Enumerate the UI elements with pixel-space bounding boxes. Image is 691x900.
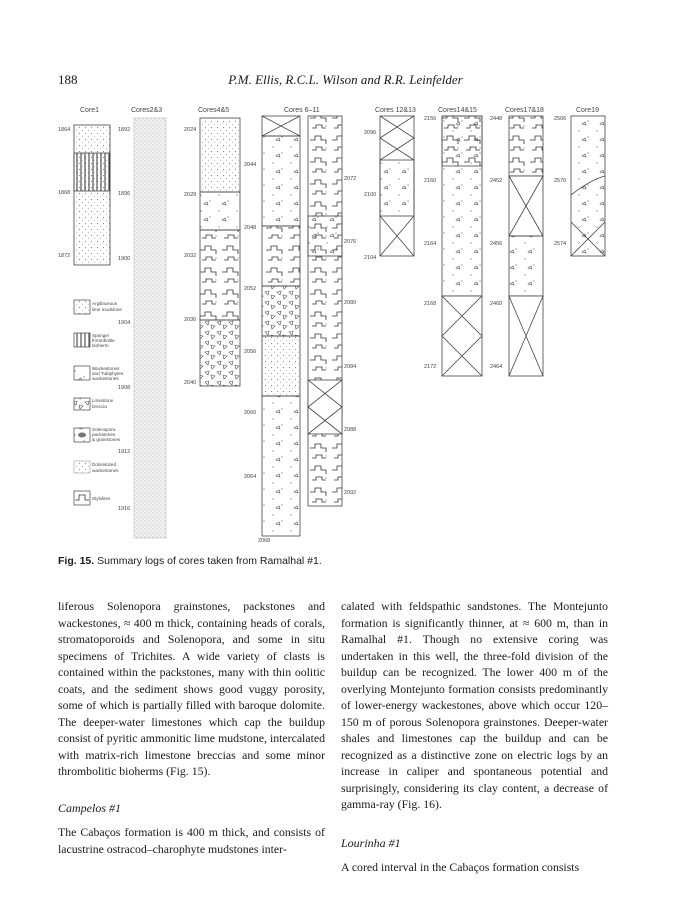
svg-text:1908: 1908 — [118, 385, 131, 391]
svg-text:1916: 1916 — [118, 506, 131, 512]
lourinha-paragraph: A cored interval in the Cabaços formation consists — [341, 860, 580, 874]
svg-text:2096: 2096 — [364, 130, 377, 136]
svg-text:2036: 2036 — [184, 317, 197, 323]
legend — [74, 300, 124, 505]
svg-text:2060: 2060 — [244, 410, 257, 416]
title-core19: Core19 — [576, 107, 599, 114]
svg-text:2076: 2076 — [344, 239, 357, 245]
legend-solenopora — [74, 427, 121, 442]
svg-text:2044: 2044 — [244, 162, 257, 168]
svg-text:bioherm: bioherm — [92, 343, 109, 348]
svg-text:2172: 2172 — [424, 364, 437, 370]
svg-text:2032: 2032 — [184, 253, 197, 259]
title-cores14-15: Cores14&15 — [438, 107, 477, 114]
svg-text:2104: 2104 — [364, 255, 377, 261]
svg-text:wackestones: wackestones — [92, 376, 119, 381]
core1-log — [58, 125, 110, 265]
svg-text:2168: 2168 — [424, 301, 437, 307]
svg-text:2092: 2092 — [344, 490, 357, 496]
svg-text:2574: 2574 — [554, 241, 567, 247]
svg-text:1892: 1892 — [118, 127, 131, 133]
svg-text:2460: 2460 — [490, 301, 503, 307]
cores6-11-log-b — [308, 116, 356, 506]
cores2-3-log — [118, 118, 166, 538]
svg-text:2068: 2068 — [258, 538, 271, 544]
legend-sponge — [74, 333, 115, 348]
svg-text:1900: 1900 — [118, 256, 131, 262]
svg-text:2566: 2566 — [554, 116, 567, 122]
svg-text:Wackestones: Wackestones — [92, 366, 120, 371]
title-cores2-3: Cores2&3 — [131, 107, 163, 114]
left-column — [58, 598, 325, 857]
svg-text:Limestone: Limestone — [92, 398, 114, 403]
legend-wackestones — [74, 366, 124, 381]
left-paragraph: liferous Solenopora grainstones, packstones and wackestones, ≈ 400 m thick, containing heads of corals, stromatoporoids and Solenopora, and some in situ specimens of Trichites. A wide variety of clasts is contained within the packstones, many with thin oolitic coats, and the sediment shows good vuggy porosity, some of which is partially filled with baroque dolomite. The deeper-water limestones which cap the buildup consist of pyritic ammonitic lime mudstone, intercalated with matrix-rich limestone breccias and some minor thrombolitic bioherms (Fig. 15). — [58, 599, 325, 778]
svg-text:2570: 2570 — [554, 178, 567, 184]
cores12-13-log — [364, 116, 414, 261]
svg-text:2084: 2084 — [344, 364, 357, 370]
heading-campelos: Campelos #1 — [58, 800, 121, 815]
svg-text:2052: 2052 — [244, 286, 257, 292]
svg-text:Sponge/: Sponge/ — [92, 333, 110, 338]
svg-text:breccia: breccia — [92, 404, 107, 409]
right-paragraph: calated with feldspathic sandstones. The Montejunto formation is significantly thinner, at ≈ 600 m, than in Ramalhal #1. Though no extensive coring was undertaken in this well, the three-fold division of the buildup can be recognized. The lower 400 m of the overlying Montejunto formation consists predominantly of lower-energy wackestones, above which occur 120–150 m of porous Solenopora grainstones. Deeper-water shales and limestones cap the buildup and can be recognized as a distinctive zone on electric logs by an increase in caliper and spontaneous potential and surprisingly, considering its clay content, a decrease of gamma-ray (Fig. 16). — [341, 599, 608, 811]
svg-text:Stylolites: Stylolites — [92, 496, 111, 501]
svg-text:2024: 2024 — [184, 127, 197, 133]
svg-text:2160: 2160 — [424, 178, 437, 184]
title-core1: Core1 — [80, 107, 100, 114]
svg-text:Solenopora: Solenopora — [92, 427, 116, 432]
svg-text:Dolomitized: Dolomitized — [92, 462, 116, 467]
svg-text:1912: 1912 — [118, 449, 131, 455]
svg-text:1872: 1872 — [58, 253, 71, 259]
svg-text:2064: 2064 — [244, 474, 257, 480]
svg-text:1864: 1864 — [58, 127, 71, 133]
svg-text:1896: 1896 — [118, 191, 131, 197]
svg-text:Argillaceous: Argillaceous — [92, 301, 118, 306]
svg-text:2452: 2452 — [490, 178, 503, 184]
svg-text:2048: 2048 — [244, 225, 257, 231]
svg-text:2464: 2464 — [490, 364, 503, 370]
svg-text:1868: 1868 — [58, 190, 71, 196]
svg-text:2156: 2156 — [424, 116, 437, 122]
svg-text:wackestones: wackestones — [92, 468, 119, 473]
cores4-5-log — [184, 118, 240, 386]
page-number: 188 — [58, 72, 78, 87]
svg-text:and Tubiphytes: and Tubiphytes — [92, 371, 124, 376]
svg-text:packstones: packstones — [92, 432, 116, 437]
svg-text:1904: 1904 — [118, 320, 131, 326]
svg-text:2028: 2028 — [184, 192, 197, 198]
svg-text:thrombolite: thrombolite — [92, 338, 115, 343]
title-cores4-5: Cores4&5 — [198, 107, 230, 114]
caption-label: Fig. 15. — [58, 555, 95, 567]
title-cores17-18: Cores17&18 — [505, 107, 544, 114]
svg-text:2080: 2080 — [344, 300, 357, 306]
legend-stylolites — [74, 491, 111, 505]
svg-text:2072: 2072 — [344, 176, 357, 182]
cores14-15-log — [424, 116, 482, 376]
legend-dolomitized — [74, 461, 119, 473]
legend-breccia — [74, 398, 114, 410]
svg-text:2088: 2088 — [344, 427, 357, 433]
svg-text:2456: 2456 — [490, 241, 503, 247]
svg-text:& grainstones: & grainstones — [92, 437, 121, 442]
running-head: P.M. Ellis, R.C.L. Wilson and R.R. Leinfelder — [228, 72, 463, 87]
heading-lourinha: Lourinha #1 — [341, 835, 401, 850]
svg-text:2040: 2040 — [184, 380, 197, 386]
svg-text:2448: 2448 — [490, 116, 503, 122]
svg-text:lime mudstone: lime mudstone — [92, 307, 122, 312]
svg-text:2164: 2164 — [424, 241, 437, 247]
campelos-paragraph: The Cabaços formation is 400 m thick, and consists of lacustrine ostracod–charophyte mudstones inter- — [58, 825, 325, 856]
right-column — [341, 598, 608, 876]
cores17-18-log — [490, 116, 543, 376]
caption-text: Summary logs of cores taken from Ramalhal #1. — [97, 555, 322, 567]
core19-log — [554, 116, 605, 256]
title-cores12-13: Cores 12&13 — [375, 107, 416, 114]
svg-text:2056: 2056 — [244, 349, 257, 355]
cores6-11-log-a — [244, 116, 300, 544]
title-cores6-11: Cores 6–11 — [284, 107, 320, 114]
legend-argillaceous — [74, 300, 122, 314]
figure-caption — [58, 555, 322, 567]
svg-text:2100: 2100 — [364, 192, 377, 198]
